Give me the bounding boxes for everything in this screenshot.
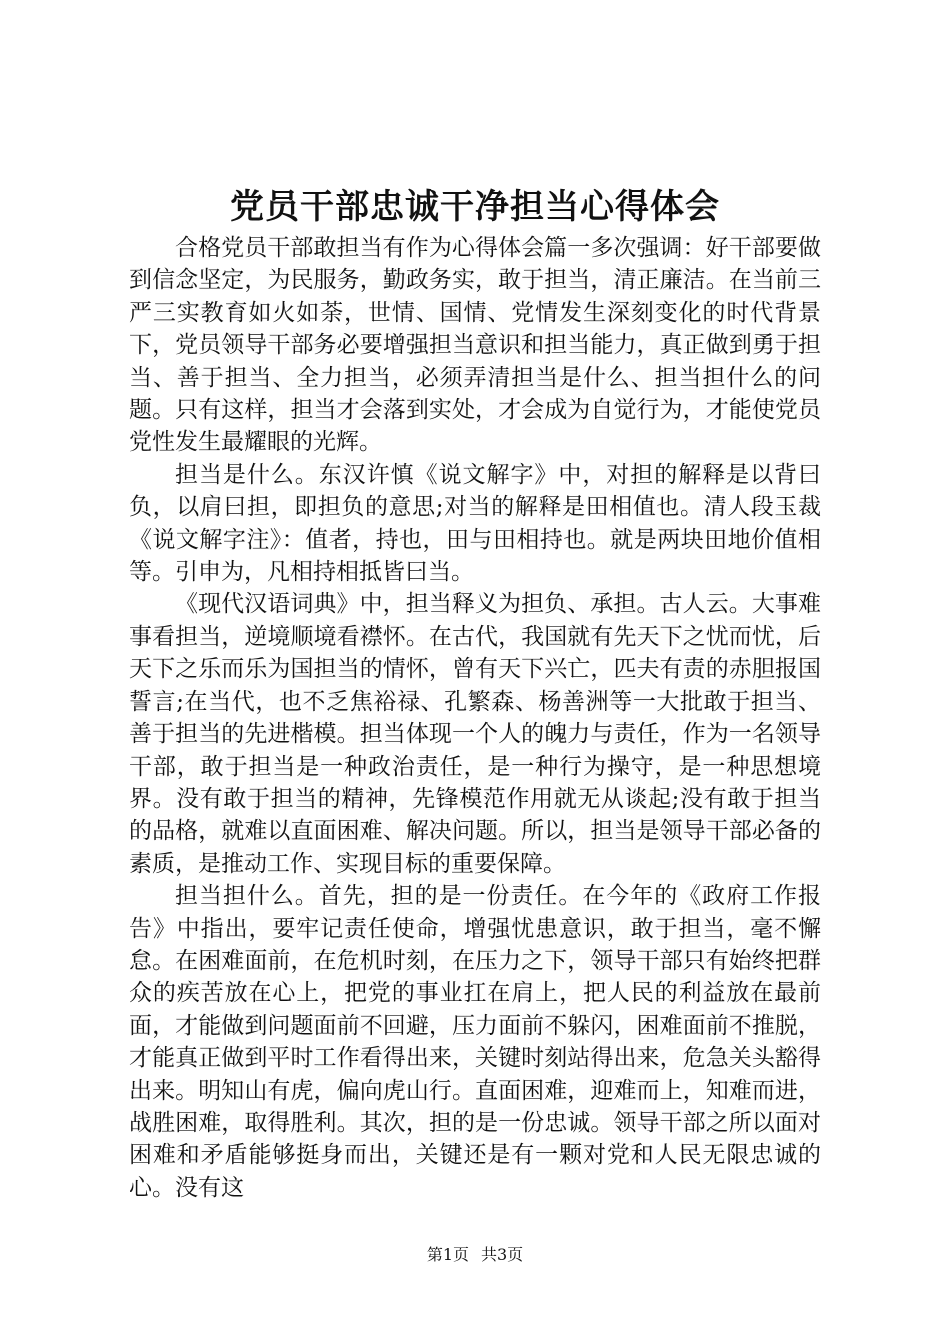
- page-footer: [0, 1244, 950, 1266]
- document-title: 党员干部忠诚干净担当心得体会: [230, 187, 720, 227]
- page-number: 第1页: [426, 1245, 469, 1264]
- page-total: 共3页: [481, 1245, 524, 1264]
- paragraph: 担当担什么。首先，担的是一份责任。在今年的《政府工作报告》中指出，要牢记责任使命，增强忧患意识，敢于担当，毫不懈怠。在困难面前，在危机时刻，在压力之下，领导干部只有始终把群众的疾苦放在心上，把党的事业扛在肩上，把人民的利益放在最前面，才能做到问题面前不回避，压力面前不躲闪，困难面前不推脱，才能真正做到平时工作看得出来，关键时刻站得出来，危急关头豁得出来。明知山有虎，偏向虎山行。直面困难，迎难而上，知难而进，战胜困难，取得胜利。其次，担的是一份忠诚。领导干部之所以面对困难和矛盾能够挺身而出，关键还是有一颗对党和人民无限忠诚的心。没有这: [129, 883, 821, 1201]
- document-body: [129, 232, 821, 1204]
- paragraph: 合格党员干部敢担当有作为心得体会篇一多次强调：好干部要做到信念坚定，为民服务，勤政务实，敢于担当，清正廉洁。在当前三严三实教育如火如荼，世情、国情、党情发生深刻变化的时代背景下，党员领导干部务必要增强担当意识和担当能力，真正做到勇于担当、善于担当、全力担当，必须弄清担当是什么、担当担什么的问题。只有这样，担当才会落到实处，才会成为自觉行为，才能使党员党性发生最耀眼的光辉。: [129, 235, 821, 456]
- paragraph: 担当是什么。东汉许慎《说文解字》中，对担的解释是以背曰负，以肩曰担，即担负的意思;对当的解释是田相值也。清人段玉裁《说文解字注》：值者，持也，田与田相持也。就是两块田地价值相等。引申为，凡相持相抵皆曰当。: [129, 461, 821, 586]
- paragraph: 《现代汉语词典》中，担当释义为担负、承担。古人云。大事难事看担当，逆境顺境看襟怀。在古代，我国就有先天下之忧而忧，后天下之乐而乐为国担当的情怀，曾有天下兴亡，匹夫有责的赤胆报国誓言;在当代，也不乏焦裕禄、孔繁森、杨善洲等一大批敢于担当、善于担当的先进楷模。担当体现一个人的魄力与责任，作为一名领导干部，敢于担当是一种政治责任，是一种行为操守，是一种思想境界。没有敢于担当的精神，先锋模范作用就无从谈起;没有敢于担当的品格，就难以直面困难、解决问题。所以，担当是领导干部必备的素质，是推动工作、实现目标的重要保障。: [129, 591, 821, 877]
